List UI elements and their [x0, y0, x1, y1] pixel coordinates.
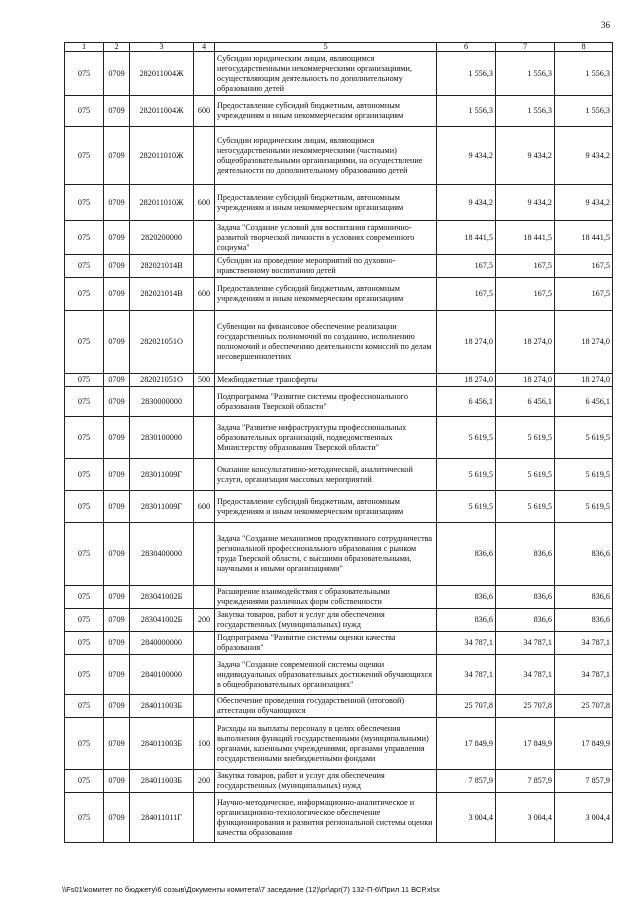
- row-cell-value-6: 18 441,5: [437, 221, 496, 255]
- row-cell-value-6: 18 274,0: [437, 311, 496, 374]
- row-cell-description: Задача "Создание современной системы оценки индивидуальных образовательных достижений обучающихся в общеобразовательных организациях": [215, 655, 437, 695]
- row-cell-value-8: 836,6: [555, 609, 613, 632]
- row-cell-4: [194, 221, 215, 255]
- row-cell-value-7: 9 434,2: [496, 185, 555, 221]
- row-cell-4: [194, 793, 215, 843]
- row-cell-2: 0709: [104, 718, 130, 770]
- row-cell-3: 283041002Б: [130, 586, 194, 609]
- row-cell-description: Расходы на выплаты персоналу в целях обеспечения выполнения функций государственными (муниципальными) органами, казенными учреждениями, органами управления государственными внебюджетными фондами: [215, 718, 437, 770]
- row-cell-3: 282021014В: [130, 255, 194, 278]
- row-cell-2: 0709: [104, 793, 130, 843]
- row-cell-value-8: 3 004,4: [555, 793, 613, 843]
- row-cell-value-7: 7 857,9: [496, 770, 555, 793]
- row-cell-value-8: 7 857,9: [555, 770, 613, 793]
- row-cell-1: 075: [65, 52, 104, 96]
- row-cell-2: 0709: [104, 655, 130, 695]
- header-col-2: 2: [104, 43, 130, 52]
- table-row: [65, 255, 613, 278]
- row-cell-value-8: 167,5: [555, 278, 613, 311]
- row-cell-2: 0709: [104, 311, 130, 374]
- row-cell-2: 0709: [104, 52, 130, 96]
- row-cell-1: 075: [65, 718, 104, 770]
- row-cell-4: [194, 586, 215, 609]
- row-cell-2: 0709: [104, 221, 130, 255]
- row-cell-1: 075: [65, 770, 104, 793]
- row-cell-value-6: 9 434,2: [437, 185, 496, 221]
- row-cell-value-6: 167,5: [437, 255, 496, 278]
- row-cell-value-6: 5 619,5: [437, 491, 496, 523]
- row-cell-2: 0709: [104, 459, 130, 491]
- table-row: [65, 278, 613, 311]
- header-col-4: 4: [194, 43, 215, 52]
- row-cell-3: 2840000000: [130, 632, 194, 655]
- table-header-row: [65, 43, 613, 52]
- row-cell-value-7: 836,6: [496, 609, 555, 632]
- row-cell-4: 200: [194, 770, 215, 793]
- header-col-1: 1: [65, 43, 104, 52]
- row-cell-value-7: 1 556,3: [496, 52, 555, 96]
- row-cell-1: 075: [65, 655, 104, 695]
- row-cell-4: [194, 52, 215, 96]
- row-cell-value-8: 9 434,2: [555, 127, 613, 185]
- row-cell-value-7: 34 787,1: [496, 632, 555, 655]
- row-cell-1: 075: [65, 695, 104, 718]
- row-cell-1: 075: [65, 185, 104, 221]
- row-cell-description: Субсидии юридическим лицам, являющимся негосударственными некоммерческими (частными) общеобразовательными организациями, на осуществление деятельности по дополнительному образованию детей: [215, 127, 437, 185]
- row-cell-1: 075: [65, 127, 104, 185]
- table-row: [65, 793, 613, 843]
- row-cell-description: Закупка товаров, работ и услуг для обеспечения государственных (муниципальных) нужд: [215, 770, 437, 793]
- row-cell-1: 075: [65, 417, 104, 459]
- row-cell-value-8: 836,6: [555, 586, 613, 609]
- row-cell-2: 0709: [104, 609, 130, 632]
- row-cell-4: [194, 655, 215, 695]
- row-cell-description: Оказание консультативно-методической, аналитической услуги, организация массовых мероприятий: [215, 459, 437, 491]
- row-cell-value-6: 836,6: [437, 609, 496, 632]
- row-cell-value-8: 836,6: [555, 523, 613, 586]
- row-cell-value-8: 25 707,8: [555, 695, 613, 718]
- row-cell-1: 075: [65, 278, 104, 311]
- row-cell-value-8: 6 456,1: [555, 387, 613, 417]
- row-cell-value-7: 167,5: [496, 255, 555, 278]
- row-cell-value-8: 1 556,3: [555, 96, 613, 127]
- row-cell-description: Научно-методическое, информационно-аналитическое и организационно-технологическое обеспечение функционирования и развития региональной системы оценки качества образования: [215, 793, 437, 843]
- table-row: [65, 586, 613, 609]
- row-cell-value-8: 9 434,2: [555, 185, 613, 221]
- row-cell-3: 284011003Б: [130, 718, 194, 770]
- row-cell-description: Предоставление субсидий бюджетным, автономным учреждениям и иным некоммерческим организациям: [215, 278, 437, 311]
- row-cell-4: [194, 632, 215, 655]
- row-cell-value-7: 5 619,5: [496, 417, 555, 459]
- row-cell-value-6: 3 004,4: [437, 793, 496, 843]
- row-cell-4: [194, 311, 215, 374]
- row-cell-1: 075: [65, 96, 104, 127]
- row-cell-4: [194, 255, 215, 278]
- table-row: [65, 311, 613, 374]
- row-cell-value-6: 17 849,9: [437, 718, 496, 770]
- row-cell-4: [194, 459, 215, 491]
- row-cell-2: 0709: [104, 491, 130, 523]
- row-cell-value-8: 5 619,5: [555, 491, 613, 523]
- table-row: [65, 695, 613, 718]
- row-cell-3: 282011004Ж: [130, 96, 194, 127]
- row-cell-value-6: 5 619,5: [437, 417, 496, 459]
- row-cell-2: 0709: [104, 374, 130, 387]
- row-cell-value-7: 18 274,0: [496, 311, 555, 374]
- row-cell-3: 2830400000: [130, 523, 194, 586]
- row-cell-description: Закупка товаров, работ и услуг для обеспечения государственных (муниципальных) нужд: [215, 609, 437, 632]
- row-cell-value-8: 17 849,9: [555, 718, 613, 770]
- row-cell-value-8: 1 556,3: [555, 52, 613, 96]
- row-cell-2: 0709: [104, 127, 130, 185]
- row-cell-value-7: 17 849,9: [496, 718, 555, 770]
- row-cell-2: 0709: [104, 278, 130, 311]
- row-cell-1: 075: [65, 632, 104, 655]
- row-cell-value-7: 5 619,5: [496, 491, 555, 523]
- table-row: [65, 655, 613, 695]
- row-cell-value-6: 836,6: [437, 586, 496, 609]
- row-cell-description: Субсидии на проведение мероприятий по духовно-нравственному воспитанию детей: [215, 255, 437, 278]
- row-cell-description: Задача "Развитие инфраструктуры профессиональных образовательных организаций, подведомственных Министерству образования Тверской области": [215, 417, 437, 459]
- row-cell-description: Межбюджетные трансферты: [215, 374, 437, 387]
- row-cell-3: 283011009Г: [130, 459, 194, 491]
- budget-table: [64, 42, 613, 843]
- row-cell-value-6: 9 434,2: [437, 127, 496, 185]
- row-cell-description: Расширение взаимодействия с образовательными учреждениями различных форм собственности: [215, 586, 437, 609]
- row-cell-value-6: 18 274,0: [437, 374, 496, 387]
- row-cell-value-6: 836,6: [437, 523, 496, 586]
- row-cell-3: 2820200000: [130, 221, 194, 255]
- row-cell-description: Задача "Создание механизмов продуктивного сотрудничества региональной профессионального образования с рынком труда Тверской области, с высшими образовательными, научными и иными организациями": [215, 523, 437, 586]
- header-col-8: 8: [555, 43, 613, 52]
- header-col-7: 7: [496, 43, 555, 52]
- row-cell-value-7: 5 619,5: [496, 459, 555, 491]
- row-cell-value-8: 5 619,5: [555, 459, 613, 491]
- row-cell-value-8: 18 274,0: [555, 311, 613, 374]
- row-cell-value-6: 34 787,1: [437, 632, 496, 655]
- row-cell-2: 0709: [104, 185, 130, 221]
- row-cell-value-7: 18 274,0: [496, 374, 555, 387]
- row-cell-1: 075: [65, 459, 104, 491]
- row-cell-description: Предоставление субсидий бюджетным, автономным учреждениям и иным некоммерческим организациям: [215, 96, 437, 127]
- header-col-6: 6: [437, 43, 496, 52]
- row-cell-value-7: 3 004,4: [496, 793, 555, 843]
- row-cell-value-6: 167,5: [437, 278, 496, 311]
- header-col-3: 3: [130, 43, 194, 52]
- row-cell-4: 600: [194, 96, 215, 127]
- table-row: [65, 718, 613, 770]
- table-row: [65, 221, 613, 255]
- table-row: [65, 459, 613, 491]
- row-cell-4: [194, 417, 215, 459]
- row-cell-description: Задача "Создание условий для воспитания гармонично-развитой творческой личности в условиях современного социума": [215, 221, 437, 255]
- file-path-footer: \\Fs01\комитет по бюджету\6 созыв\Документы комитета\7 заседание (12)\pr\apr(7) 132-П-6\Прил 11 ВСР.xlsx: [62, 885, 440, 894]
- table-row: [65, 770, 613, 793]
- row-cell-2: 0709: [104, 417, 130, 459]
- row-cell-2: 0709: [104, 387, 130, 417]
- row-cell-value-7: 9 434,2: [496, 127, 555, 185]
- row-cell-3: 282011004Ж: [130, 52, 194, 96]
- row-cell-4: [194, 523, 215, 586]
- table-row: [65, 632, 613, 655]
- row-cell-value-8: 18 274,0: [555, 374, 613, 387]
- row-cell-value-7: 836,6: [496, 586, 555, 609]
- row-cell-value-7: 18 441,5: [496, 221, 555, 255]
- table-row: [65, 127, 613, 185]
- row-cell-description: Предоставление субсидий бюджетным, автономным учреждениям и иным некоммерческим организациям: [215, 185, 437, 221]
- row-cell-4: [194, 387, 215, 417]
- row-cell-2: 0709: [104, 255, 130, 278]
- row-cell-4: [194, 127, 215, 185]
- row-cell-3: 282021014В: [130, 278, 194, 311]
- row-cell-4: [194, 695, 215, 718]
- row-cell-2: 0709: [104, 632, 130, 655]
- table-row: [65, 96, 613, 127]
- row-cell-3: 2840100000: [130, 655, 194, 695]
- table-row: [65, 609, 613, 632]
- row-cell-4: 600: [194, 491, 215, 523]
- row-cell-3: 284011011Г: [130, 793, 194, 843]
- row-cell-description: Обеспечение проведения государственной (итоговой) аттестации обучающихся: [215, 695, 437, 718]
- row-cell-3: 283041002Б: [130, 609, 194, 632]
- row-cell-3: 283011009Г: [130, 491, 194, 523]
- row-cell-2: 0709: [104, 695, 130, 718]
- row-cell-3: 284011003Б: [130, 695, 194, 718]
- row-cell-3: 282011010Ж: [130, 127, 194, 185]
- row-cell-3: 284011003Б: [130, 770, 194, 793]
- row-cell-description: Предоставление субсидий бюджетным, автономным учреждениям и иным некоммерческим организациям: [215, 491, 437, 523]
- row-cell-1: 075: [65, 374, 104, 387]
- row-cell-3: 282021051О: [130, 311, 194, 374]
- table-row: [65, 387, 613, 417]
- row-cell-description: Подпрограмма "Развитие системы оценки качества образования": [215, 632, 437, 655]
- row-cell-1: 075: [65, 609, 104, 632]
- row-cell-value-7: 167,5: [496, 278, 555, 311]
- row-cell-value-6: 1 556,3: [437, 52, 496, 96]
- row-cell-1: 075: [65, 387, 104, 417]
- row-cell-value-8: 18 441,5: [555, 221, 613, 255]
- row-cell-value-7: 25 707,8: [496, 695, 555, 718]
- row-cell-value-7: 836,6: [496, 523, 555, 586]
- row-cell-value-8: 34 787,1: [555, 632, 613, 655]
- row-cell-value-6: 5 619,5: [437, 459, 496, 491]
- row-cell-description: Субвенции на финансовое обеспечение реализации государственных полномочий по созданию, исполнению полномочий и обеспечению деятельности комиссий по делам несовершеннолетних: [215, 311, 437, 374]
- row-cell-1: 075: [65, 311, 104, 374]
- row-cell-value-6: 25 707,8: [437, 695, 496, 718]
- row-cell-2: 0709: [104, 96, 130, 127]
- table-row: [65, 417, 613, 459]
- row-cell-3: 2830000000: [130, 387, 194, 417]
- table-row: [65, 52, 613, 96]
- row-cell-value-7: 1 556,3: [496, 96, 555, 127]
- row-cell-1: 075: [65, 221, 104, 255]
- row-cell-4: 100: [194, 718, 215, 770]
- row-cell-3: 2830100000: [130, 417, 194, 459]
- row-cell-value-6: 6 456,1: [437, 387, 496, 417]
- row-cell-3: 282021051О: [130, 374, 194, 387]
- table-row: [65, 491, 613, 523]
- row-cell-4: 200: [194, 609, 215, 632]
- row-cell-value-8: 5 619,5: [555, 417, 613, 459]
- row-cell-4: 600: [194, 278, 215, 311]
- row-cell-value-8: 167,5: [555, 255, 613, 278]
- row-cell-1: 075: [65, 523, 104, 586]
- page-number: 36: [601, 20, 610, 30]
- row-cell-1: 075: [65, 491, 104, 523]
- row-cell-value-7: 6 456,1: [496, 387, 555, 417]
- row-cell-3: 282011010Ж: [130, 185, 194, 221]
- row-cell-value-6: 1 556,3: [437, 96, 496, 127]
- table-row: [65, 374, 613, 387]
- table-row: [65, 185, 613, 221]
- row-cell-4: 500: [194, 374, 215, 387]
- row-cell-value-8: 34 787,1: [555, 655, 613, 695]
- row-cell-1: 075: [65, 255, 104, 278]
- row-cell-description: Субсидии юридическим лицам, являющимся негосударственными некоммерческими организациями, осуществляющим деятельность по дополнительному образованию детей: [215, 52, 437, 96]
- row-cell-2: 0709: [104, 586, 130, 609]
- row-cell-4: 600: [194, 185, 215, 221]
- row-cell-description: Подпрограмма "Развитие системы профессионального образования Тверской области": [215, 387, 437, 417]
- row-cell-value-7: 34 787,1: [496, 655, 555, 695]
- row-cell-value-6: 34 787,1: [437, 655, 496, 695]
- table-row: [65, 523, 613, 586]
- row-cell-2: 0709: [104, 770, 130, 793]
- row-cell-1: 075: [65, 586, 104, 609]
- row-cell-value-6: 7 857,9: [437, 770, 496, 793]
- header-col-5: 5: [215, 43, 437, 52]
- row-cell-1: 075: [65, 793, 104, 843]
- row-cell-2: 0709: [104, 523, 130, 586]
